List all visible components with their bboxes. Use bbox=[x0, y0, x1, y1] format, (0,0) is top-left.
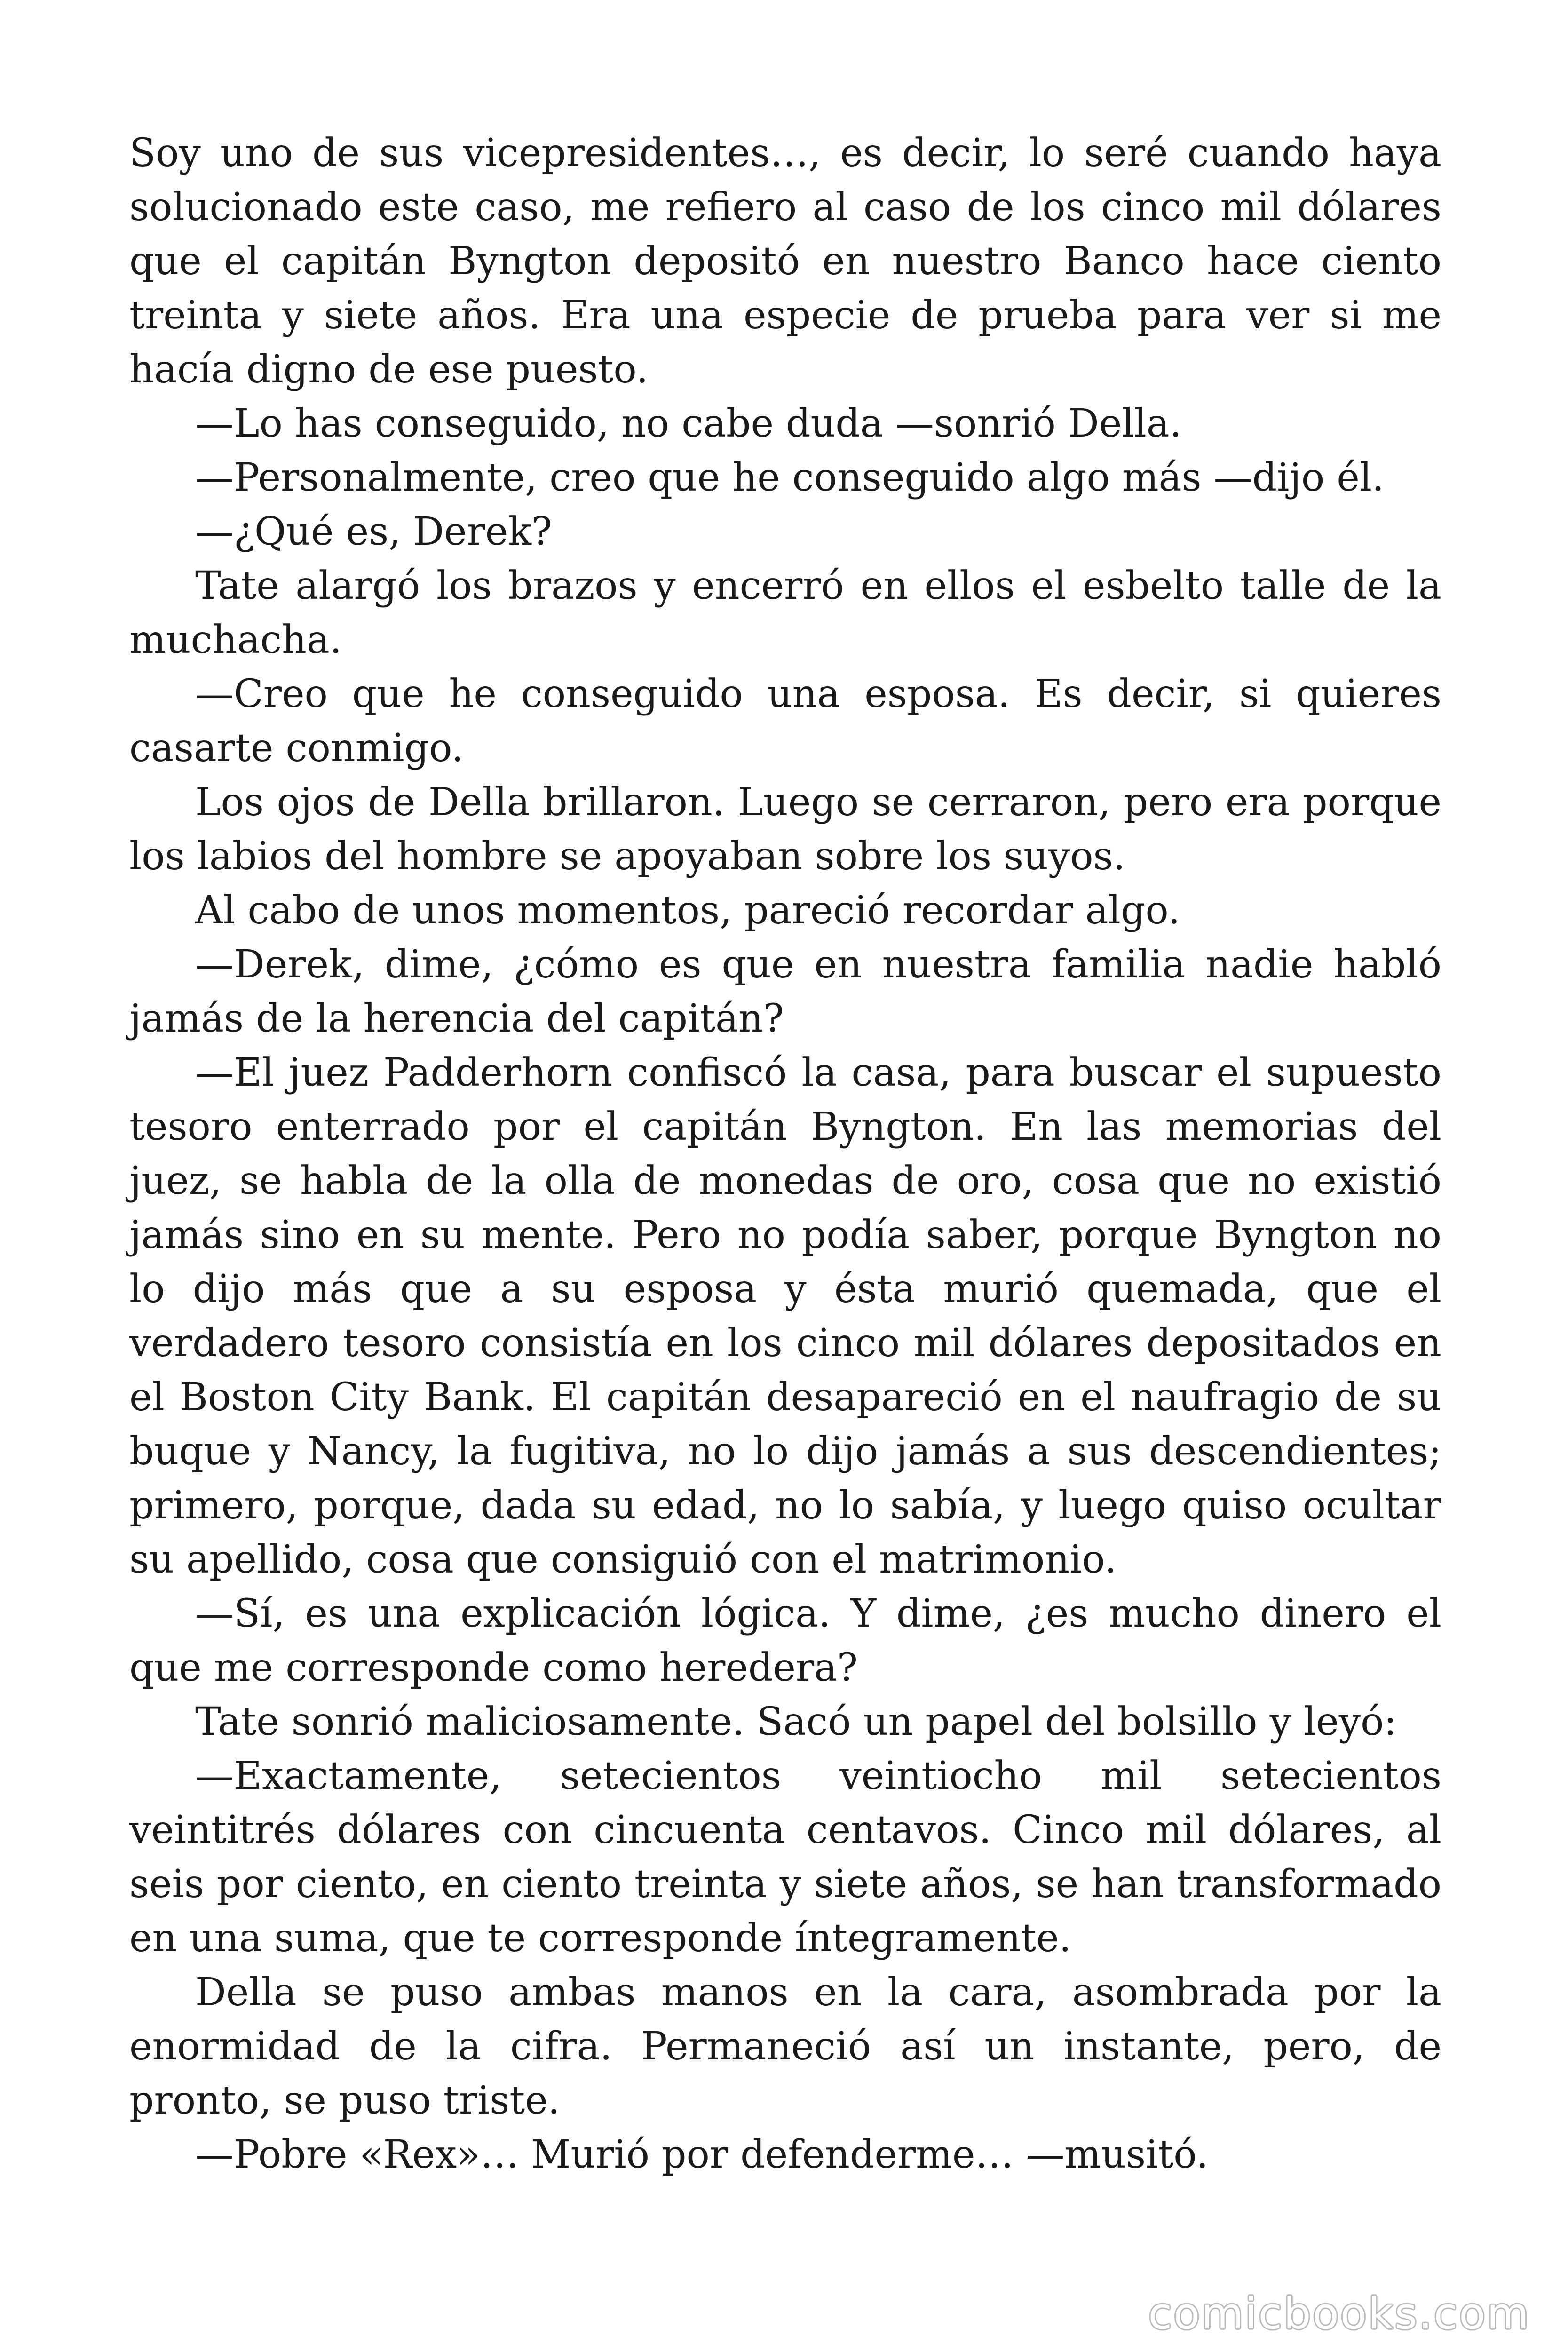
paragraph: —Pobre «Rex»… Murió por defenderme… —musitó. bbox=[195, 2132, 1209, 2177]
paragraph: —Lo has conseguido, no cabe duda —sonrió Della. bbox=[195, 401, 1182, 446]
document-body bbox=[129, 126, 1441, 2182]
paragraph: —Sí, es una explicación lógica. Y dime, ¿es mucho dinero el que me corresponde como heredera? bbox=[129, 1591, 1441, 1690]
paragraph: —¿Qué es, Derek? bbox=[195, 509, 552, 554]
paragraph: Al cabo de unos momentos, pareció recordar algo. bbox=[195, 888, 1180, 933]
watermark: comicbooks.com bbox=[1148, 2288, 1530, 2339]
paragraph: Della se puso ambas manos en la cara, asombrada por la enormidad de la cifra. Permaneció así un instante, pero, de pronto, se puso triste. bbox=[129, 1970, 1441, 2123]
paragraph: —Derek, dime, ¿cómo es que en nuestra familia nadie habló jamás de la herencia del capitán? bbox=[129, 942, 1441, 1041]
paragraph: —Exactamente, setecientos veintiocho mil setecientos veintitrés dólares con cincuenta centavos. Cinco mil dólares, al seis por ciento, en ciento treinta y siete años, se han transformado en una suma, que te corresponde íntegramente. bbox=[129, 1754, 1441, 1961]
paragraph: Soy uno de sus vicepresidentes…, es decir, lo seré cuando haya solucionado este caso, me refiero al caso de los cinco mil dólares que el capitán Byngton depositó en nuestro Banco hace ciento treinta y siete años. Era una especie de prueba para ver si me hacía digno de ese puesto. bbox=[129, 131, 1441, 392]
paragraph: Tate sonrió maliciosamente. Sacó un papel del bolsillo y leyó: bbox=[195, 1700, 1397, 1744]
paragraph: —Personalmente, creo que he conseguido algo más —dijo él. bbox=[195, 455, 1385, 500]
paragraph: Tate alargó los brazos y encerró en ellos el esbelto talle de la muchacha. bbox=[129, 564, 1441, 662]
paragraph: —El juez Padderhorn confiscó la casa, para buscar el supuesto tesoro enterrado por el capitán Byngton. En las memorias del juez, se habla de la olla de monedas de oro, cosa que no existió jamás sino en su mente. Pero no podía saber, porque Byngton no lo dijo más que a su esposa y ésta murió quemada, que el verdadero tesoro consistía en los cinco mil dólares depositados en el Boston City Bank. El capitán desapareció en el naufragio de su buque y Nancy, la fugitiva, no lo dijo jamás a sus descendientes; primero, porque, dada su edad, no lo sabía, y luego quiso ocultar su apellido, cosa que consiguió con el matrimonio. bbox=[129, 1050, 1441, 1582]
paragraph: Los ojos de Della brillaron. Luego se cerraron, pero era porque los labios del hombre se apoyaban sobre los suyos. bbox=[129, 780, 1441, 879]
paragraph: —Creo que he conseguido una esposa. Es decir, si quieres casarte conmigo. bbox=[129, 672, 1441, 771]
